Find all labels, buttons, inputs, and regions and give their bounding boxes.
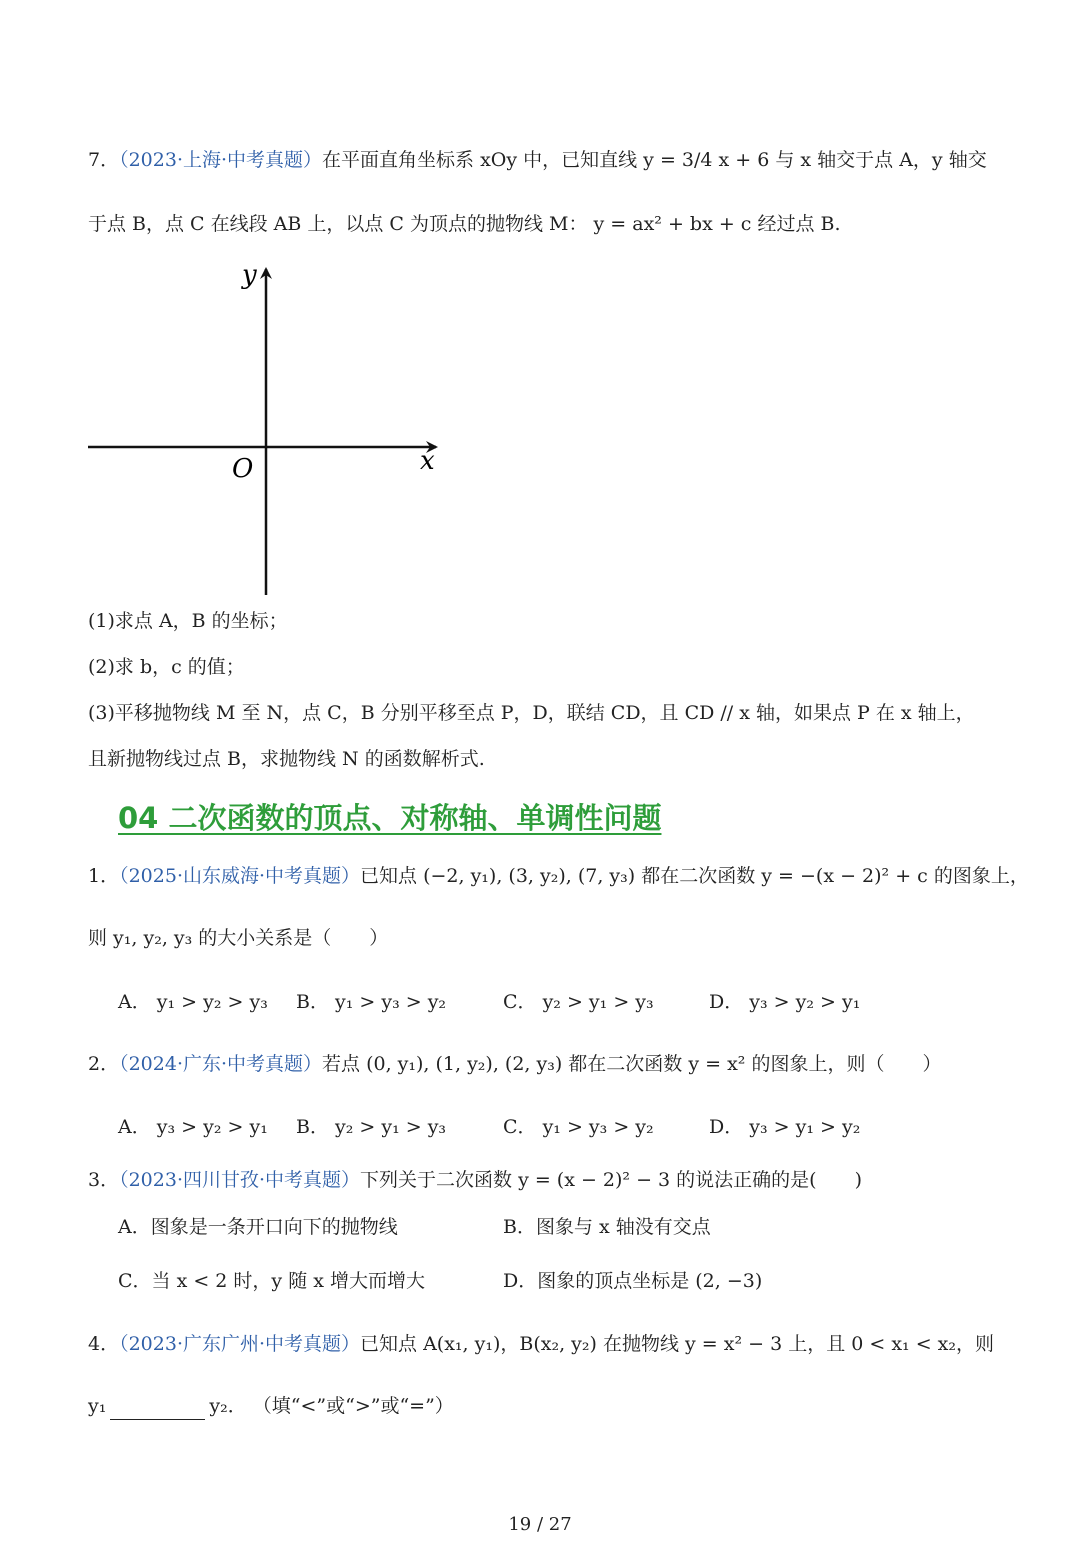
s2-option-a: A． y₃ > y₂ > y₁: [118, 1116, 268, 1138]
x-axis-label: x: [420, 446, 435, 476]
s4-y2: y₂．: [209, 1395, 247, 1417]
q7-part3a: (3)平移抛物线 M 至 N，点 C，B 分别平移至点 P，D，联结 CD，且 CD // x 轴，如果点 P 在 x 轴上，: [88, 702, 975, 724]
s3-line1: [88, 1166, 992, 1194]
s4-hint: （填“<”或“>”或“=”）: [252, 1395, 454, 1417]
s1-text2: 则 y₁, y₂, y₃ 的大小关系是（ ）: [88, 927, 389, 949]
q7-text1: 在平面直角坐标系 xOy 中，已知直线 y = 3/4 x + 6 与 x 轴交于点 A，y 轴交: [322, 149, 987, 171]
s1-option-b: B． y₁ > y₃ > y₂: [296, 991, 447, 1013]
s1-option-d: D． y₃ > y₂ > y₁: [709, 991, 861, 1013]
q7-number: 7．: [88, 149, 120, 171]
s4-y1: y₁: [88, 1395, 107, 1417]
s2-line1: [88, 1050, 992, 1078]
s3-option-c: C．当 x < 2 时，y 随 x 增大而增大: [118, 1270, 425, 1292]
s4-line2: [88, 1392, 992, 1420]
s1-option-c: C． y₂ > y₁ > y₃: [503, 991, 654, 1013]
s1-line1: [88, 862, 1029, 890]
s2-number: 2．: [88, 1053, 120, 1075]
section-title: 04 二次函数的顶点、对称轴、单调性问题: [118, 801, 662, 835]
s2-option-d: D． y₃ > y₁ > y₂: [709, 1116, 861, 1138]
s2-text1: 若点 (0, y₁), (1, y₂), (2, y₃) 都在二次函数 y = x² 的图象上，则（ ）: [322, 1053, 942, 1075]
s4-line1: [88, 1330, 992, 1358]
s4-source: （2023·广东广州·中考真题）: [119, 1333, 361, 1355]
answer-blank[interactable]: [110, 1399, 205, 1420]
q7-part3b: 且新抛物线过点 B，求抛物线 N 的函数解析式.: [88, 748, 485, 770]
s1-text1: 已知点 (−2, y₁), (3, y₂), (7, y₃) 都在二次函数 y = −(x − 2)² + c 的图象上，: [360, 865, 1029, 887]
s3-text1: 下列关于二次函数 y = (x − 2)² − 3 的说法正确的是( ): [360, 1169, 863, 1191]
s3-option-a: A．图象是一条开口向下的抛物线: [118, 1216, 398, 1238]
s2-source: （2024·广东·中考真题）: [119, 1053, 323, 1075]
origin-label: O: [232, 454, 254, 484]
s2-option-c: C． y₁ > y₃ > y₂: [503, 1116, 654, 1138]
s4-text1: 已知点 A(x₁, y₁)，B(x₂, y₂) 在抛物线 y = x² − 3 上，且 0 < x₁ < x₂，则: [360, 1333, 994, 1355]
s3-option-d: D．图象的顶点坐标是 (2, −3): [503, 1270, 763, 1292]
s2-option-b: B． y₂ > y₁ > y₃: [296, 1116, 447, 1138]
s1-number: 1．: [88, 865, 120, 887]
y-axis-label: y: [242, 260, 257, 290]
coordinate-axes-figure: [80, 255, 460, 600]
q7-part2: (2)求 b，c 的值；: [88, 656, 245, 678]
q7-line2: 于点 B，点 C 在线段 AB 上，以点 C 为顶点的抛物线 M： y = ax² + bx + c 经过点 B.: [88, 213, 841, 235]
s4-number: 4．: [88, 1333, 120, 1355]
s1-option-a: A． y₁ > y₂ > y₃: [118, 991, 268, 1013]
q7-part1: (1)求点 A，B 的坐标；: [88, 610, 288, 632]
s3-source: （2023·四川甘孜·中考真题）: [119, 1169, 361, 1191]
s3-number: 3．: [88, 1169, 120, 1191]
s3-option-b: B．图象与 x 轴没有交点: [503, 1216, 711, 1238]
q7-line1: [88, 146, 992, 174]
s1-source: （2025·山东威海·中考真题）: [119, 865, 361, 887]
q7-source: （2023·上海·中考真题）: [119, 149, 323, 171]
page-number: 19 / 27: [508, 1514, 572, 1535]
